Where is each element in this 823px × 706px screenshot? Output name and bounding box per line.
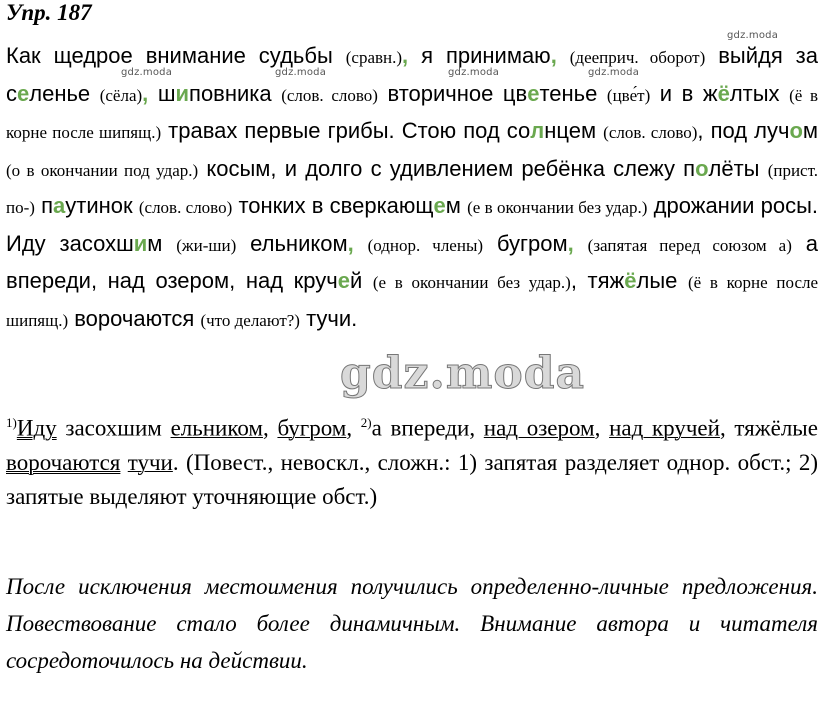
sentence-analysis bbox=[6, 406, 818, 514]
highlighted-letter: ё bbox=[717, 80, 730, 106]
highlighted-letter: а bbox=[53, 193, 66, 218]
text-fragment: ворочаются bbox=[68, 305, 201, 331]
grammar-note: (е в окончании без удар.) bbox=[467, 198, 648, 217]
circumstance-word: над кручей bbox=[609, 415, 720, 441]
text-fragment: повника bbox=[189, 80, 282, 106]
text-fragment: травах первые грибы. Стою под со bbox=[161, 118, 531, 143]
highlighted-comma: , bbox=[347, 230, 354, 256]
grammar-note: (ё в корне после шипящ.) bbox=[6, 273, 819, 330]
text-fragment: тенье bbox=[539, 80, 607, 106]
text-fragment: , bbox=[262, 415, 278, 441]
text-fragment: м bbox=[147, 230, 177, 256]
text-fragment: бугром bbox=[483, 230, 568, 256]
text-fragment: я принимаю bbox=[408, 43, 551, 68]
text-fragment: засохшим bbox=[56, 415, 171, 441]
circumstance-word: ельником bbox=[170, 415, 263, 441]
predicate-word: ворочаются bbox=[6, 449, 121, 475]
text-fragment: , тяж bbox=[570, 268, 625, 293]
highlighted-letter: и bbox=[175, 80, 190, 106]
grammar-note: (сравн.) bbox=[345, 48, 403, 67]
watermark-logo: gdz.moda bbox=[340, 348, 586, 399]
text-fragment bbox=[120, 450, 127, 475]
text-fragment bbox=[557, 43, 570, 68]
grammar-note: (прист. по-) bbox=[6, 160, 818, 217]
text-fragment bbox=[354, 231, 368, 256]
text-fragment: выйдя за с bbox=[6, 43, 819, 106]
grammar-note: (слов. слово) bbox=[281, 85, 378, 105]
text-fragment: , под луч bbox=[697, 118, 790, 143]
grammar-note: (ё в корне после шипящ.) bbox=[6, 85, 819, 142]
text-fragment: дрожании росы. Иду засохш bbox=[6, 193, 818, 256]
highlighted-letter: е bbox=[527, 80, 540, 106]
text-fragment: лёты bbox=[708, 155, 768, 181]
grammar-note: (е в окончании без удар.) bbox=[372, 273, 571, 292]
highlighted-comma: , bbox=[402, 43, 409, 68]
conclusion-text: После исключения местоимения получились определенно-личные предложения. Повествование стало более динамичным. Внимание автора и читателя сосредоточилось на действии. bbox=[6, 574, 818, 673]
grammar-note: (цве́т) bbox=[606, 85, 651, 105]
grammar-note: (однор. члены) bbox=[367, 235, 484, 255]
text-fragment: а впереди, bbox=[371, 415, 484, 441]
grammar-note: (о в окончании под удар.) bbox=[6, 160, 199, 180]
text-fragment: утинок bbox=[65, 193, 139, 218]
highlighted-letter: о bbox=[695, 155, 709, 181]
text-fragment: м bbox=[445, 193, 468, 218]
part-marker: 2) bbox=[360, 415, 372, 430]
exercise-text bbox=[6, 38, 818, 338]
highlighted-letter: е bbox=[17, 80, 30, 106]
grammar-note: (запятая перед союзом а) bbox=[587, 235, 792, 255]
text-fragment: ленье bbox=[29, 80, 100, 106]
text-fragment: лые bbox=[636, 268, 688, 293]
watermark-small: gdz.moda bbox=[121, 67, 173, 78]
highlighted-letter: л bbox=[530, 118, 545, 143]
text-fragment: , тяжёлые bbox=[719, 415, 818, 441]
watermark-small: gdz.moda bbox=[588, 67, 640, 78]
circumstance-word: над озером bbox=[483, 415, 595, 441]
highlighted-letter: е bbox=[337, 268, 350, 293]
text-fragment: , bbox=[346, 415, 361, 441]
grammar-note: (слов. слово) bbox=[603, 123, 698, 142]
highlighted-letter: о bbox=[789, 118, 803, 143]
text-fragment: нцем bbox=[544, 118, 604, 143]
predicate-word: Иду bbox=[16, 415, 57, 441]
part-marker: 1) bbox=[6, 415, 17, 430]
text-fragment: косым, и долго с удивлением ребёнка слежу п bbox=[198, 155, 696, 181]
highlighted-letter: е bbox=[433, 193, 446, 218]
highlighted-letter: и bbox=[133, 230, 148, 256]
text-fragment: . (Повест., невоскл., сложн.: 1) запятая разделяет однор. обст.; 2) запятые выделяют уточняющие обст.) bbox=[6, 449, 818, 509]
text-fragment: м bbox=[802, 118, 819, 143]
grammar-note: (дееприч. оборот) bbox=[569, 48, 706, 67]
text-fragment: й bbox=[349, 268, 373, 293]
text-fragment: тучи. bbox=[299, 305, 358, 331]
watermark-small: gdz.moda bbox=[727, 30, 779, 41]
watermark-small: gdz.moda bbox=[275, 67, 327, 78]
highlighted-comma: , bbox=[550, 43, 557, 68]
grammar-note: (сёла) bbox=[99, 85, 143, 105]
grammar-note: (слов. слово) bbox=[138, 198, 233, 217]
text-fragment bbox=[574, 231, 588, 256]
highlighted-letter: ё bbox=[624, 268, 637, 293]
highlighted-comma: , bbox=[567, 230, 574, 256]
text-fragment: вторичное цв bbox=[377, 80, 528, 106]
grammar-note: (жи-ши) bbox=[176, 235, 237, 255]
text-fragment: и в ж bbox=[650, 80, 718, 106]
circumstance-word: бугром bbox=[277, 415, 347, 441]
highlighted-comma: , bbox=[142, 80, 149, 106]
text-fragment: ельником bbox=[236, 230, 348, 256]
subject-word: тучи bbox=[127, 449, 173, 475]
exercise-title: Упр. 187 bbox=[6, 0, 92, 25]
text-fragment: лтых bbox=[729, 80, 790, 106]
text-fragment: п bbox=[34, 193, 54, 218]
text-fragment: ш bbox=[148, 80, 176, 106]
text-fragment: , bbox=[594, 415, 610, 441]
text-fragment: Как щедрое внимание судьбы bbox=[6, 43, 346, 68]
watermark-small: gdz.moda bbox=[448, 67, 500, 78]
grammar-note: (что делают?) bbox=[200, 310, 300, 330]
text-fragment: тонких в сверкающ bbox=[232, 193, 434, 218]
text-fragment: а впереди, над озером, над круч bbox=[6, 230, 818, 293]
